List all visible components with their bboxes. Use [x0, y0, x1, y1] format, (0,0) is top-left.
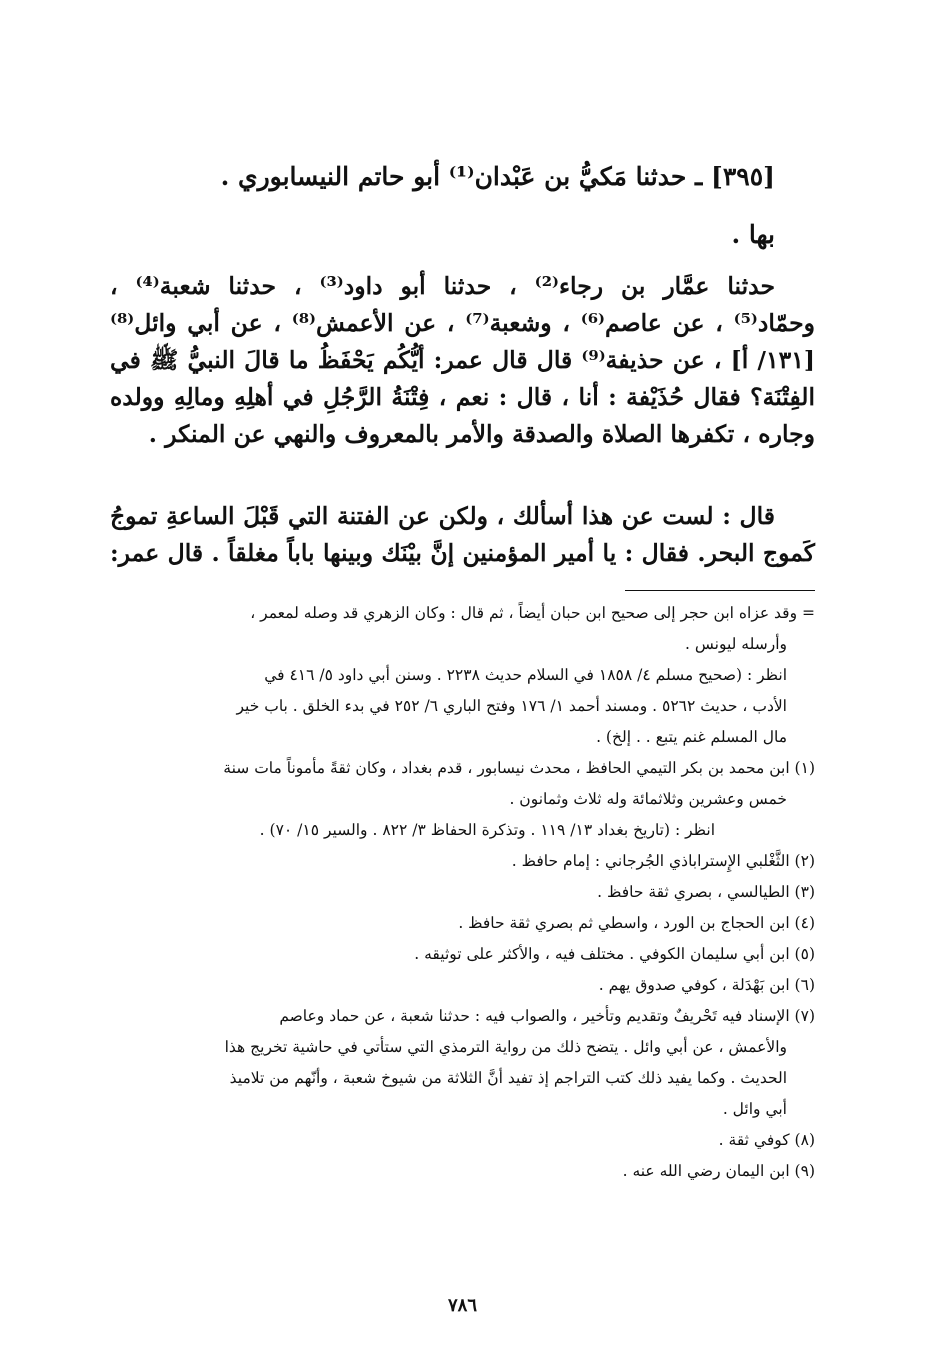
- hadith-heading: [٣٩٥] ـ حدثنا مَكيُّ بن عَبْدان⁽¹⁾ أبو حاتم النيسابوري .: [220, 162, 775, 191]
- footnote-line: (٦) ابن بَهْدَلة ، كوفي صدوق يهم .: [598, 976, 815, 994]
- footnote-separator: [625, 590, 815, 591]
- text-line: وحمّاد⁽⁵⁾ ، عن عاصم⁽⁶⁾ ، وشعبة⁽⁷⁾ ، عن الأعمش⁽⁸⁾ ، عن أبي وائل⁽⁸⁾: [110, 309, 815, 337]
- footnote-line: (٣) الطيالسي ، بصري ثقة حافظ .: [597, 883, 815, 901]
- footnote-line: (٥) ابن أبي سليمان الكوفي . مختلف فيه ، والأكثر على توثيقه .: [414, 945, 815, 963]
- text-line: الفِتْنَة؟ فقال حُذَيْفة : أنا ، قال : نعم ، فِتْنَةُ الرَّجُلِ في أهلِهِ ومالِهِ وولده: [110, 383, 815, 411]
- hadith-paragraph-1: [110, 268, 815, 453]
- book-page: [110, 150, 815, 1330]
- footnote-line: وأرسله ليونس .: [685, 635, 787, 653]
- footnote-line: مال المسلم غنم يتبع . . إلخ) .: [596, 728, 787, 746]
- footnote-line: (١) ابن محمد بن بكر التيمي الحافظ ، محدث نيسابور ، قدم بغداد ، وكان ثقةً مأموناً مات سنة: [223, 759, 815, 777]
- footnote-line: والأعمش ، عن أبي وائل . يتضح ذلك من رواية الترمذي التي ستأتي في حاشية تخريج هذا: [224, 1038, 787, 1056]
- text-line: كَموج البحر. فقال : يا أمير المؤمنين إنَّ بيْنَك وبينها باباً مغلقاً . قال عمر:: [110, 539, 815, 567]
- footnote-line: الأدب ، حديث ٥٢٦٢ . ومسند أحمد ١/ ١٧٦ وفتح الباري ٦/ ٢٥٢ في بدء الخلق . باب خير: [236, 697, 787, 715]
- text-line: قال : لست عن هذا أسألك ، ولكن عن الفتنة التي قَبْلَ الساعةِ تموجُ: [110, 502, 775, 530]
- footnote-line: الحديث . وكما يفيد ذلك كتب التراجم إذ تفيد أنَّ الثلاثة من شيوخ شعبة ، وأنّهم من تلاميذ: [229, 1069, 787, 1087]
- heading-continuation: بها .: [731, 220, 775, 249]
- page-number: ٧٨٦: [447, 1295, 477, 1316]
- footnote-line: خمس وعشرين وثلاثمائة وله ثلاث وثمانون .: [509, 790, 787, 808]
- footnotes: [110, 598, 815, 1187]
- footnote-line: انظر : (صحيح مسلم ٤/ ١٨٥٨ في السلام حديث ٢٢٣٨ . وسنن أبي داود ٥/ ٤١٦ في: [264, 666, 787, 684]
- footnote-line: (٧) الإسناد فيه تَحْريفٌ وتقديم وتأخير ، والصواب فيه : حدثنا شعبة ، عن حماد وعاصم: [279, 1007, 815, 1025]
- hadith-paragraph-2: [110, 498, 815, 572]
- footnote-line: أبي وائل .: [722, 1100, 787, 1118]
- footnote-line: (٨) كوفي ثقة .: [718, 1131, 815, 1149]
- footnote-line: انظر : (تاريخ بغداد ١٣/ ١١٩ . وتذكرة الحفاظ ٣/ ٨٢٢ . والسير ١٥/ ٧٠) .: [259, 821, 715, 839]
- footnote-line: (٢) الثَّغْلبي الإِستراباذي الجُرجاني : إمام حافظ .: [511, 852, 815, 870]
- text-line: [١٣١/ أ] ، عن حذيفة⁽⁹⁾ قال قال عمر: أيُّكُم يَحْفَظُ ما قالَ النبيُّ ﷺ في: [110, 346, 815, 374]
- footnote-line: (٩) ابن اليمان رضي الله عنه .: [622, 1162, 815, 1180]
- footnote-line: = وقد عزاه ابن حجر إلى صحيح ابن حبان أيضاً ، ثم قال : وكان الزهري قد وصله لمعمر ،: [250, 604, 815, 622]
- text-line: حدثنا عمَّار بن رجاء⁽²⁾ ، حدثنا أبو داود⁽³⁾ ، حدثنا شعبة⁽⁴⁾ ،: [110, 272, 775, 300]
- text-line: وجاره ، تكفرها الصلاة والصدقة والأمر بالمعروف والنهي عن المنكر .: [148, 420, 815, 448]
- footnote-line: (٤) ابن الحجاج بن الورد ، واسطي ثم بصري ثقة حافظ .: [458, 914, 815, 932]
